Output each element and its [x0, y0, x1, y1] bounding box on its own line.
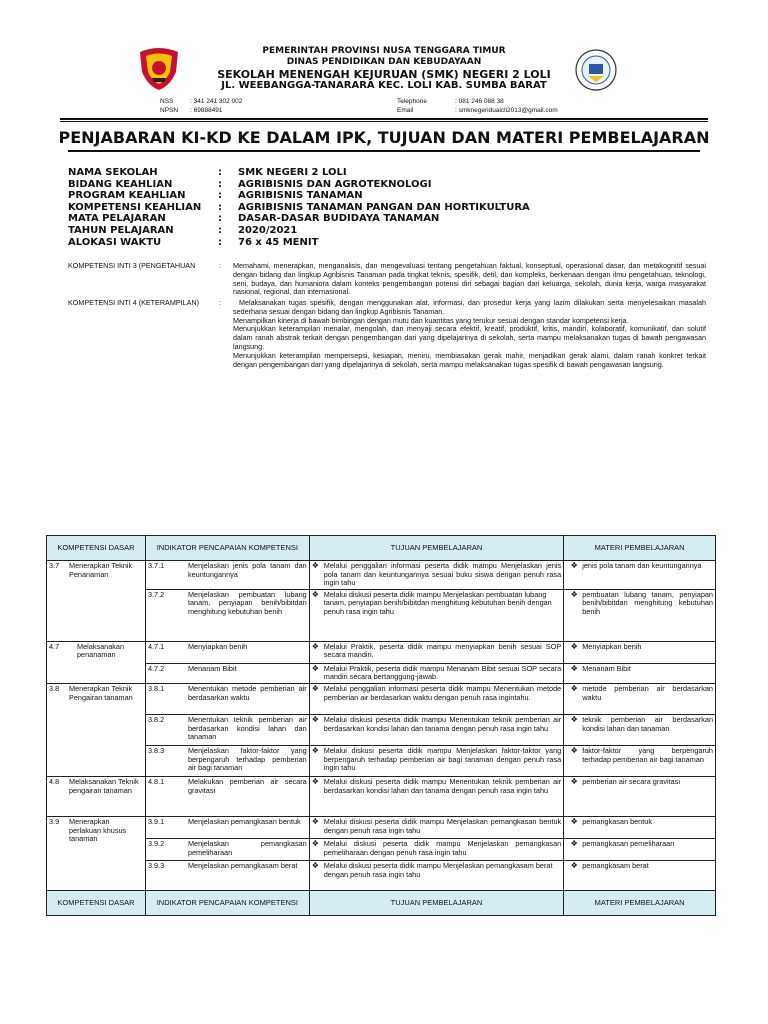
identity-key: TAHUN PELAJARAN: [68, 224, 174, 236]
kd-text: Menerapkan Teknik Penanaman: [69, 561, 133, 579]
identity-key: PROGRAM KEAHLIAN: [68, 190, 186, 202]
bullet-icon: ❖: [311, 816, 319, 826]
bullet-icon: ❖: [311, 838, 319, 848]
identity-row: [68, 237, 530, 249]
ipk-text: Menjelaskan faktor-faktor yang berpengaruh terhadap pemberian air bagi tanaman: [187, 745, 307, 773]
tujuan-text: Melalui diskusi peserta didik mampu Menjelaskan pemangkasan bentuk dengan penuh rasa ingin tahu: [323, 816, 562, 835]
table-row: [47, 663, 716, 683]
ipk-text: Menentukan metode pemberian air berdasarkan waktu: [187, 683, 307, 702]
ipk-cell: [145, 663, 309, 683]
materi-cell: [564, 663, 716, 683]
ipk-text: Menyiapkan benih: [187, 641, 248, 651]
identity-key: KOMPETENSI KEAHLIAN: [68, 201, 202, 213]
bullet-icon: ❖: [570, 714, 578, 724]
bullet-icon: ❖: [570, 838, 578, 848]
ipk-cell: [145, 745, 309, 776]
ipk-text: Menentukan teknik pemberian air berdasarkan kondisi lahan dan tanaman: [187, 714, 307, 742]
bullet-icon: ❖: [311, 663, 319, 673]
bullet-icon: ❖: [311, 641, 319, 651]
ipk-text: Melakukan pemberian air secara gravitasi: [187, 776, 307, 795]
identity-value: AGRIBISNIS TANAMAN: [238, 190, 363, 202]
competency-table: [46, 535, 716, 916]
tujuan-text: Melalui penggalian informasi peserta didik mampu Menentukan metode pemberian air berdasarkan waktu dengan penuh rasa ingintahu.: [323, 683, 562, 702]
identity-row: [68, 225, 530, 237]
bullet-icon: ❖: [311, 589, 319, 599]
bullet-icon: ❖: [311, 714, 319, 724]
bullet-icon: ❖: [311, 860, 319, 870]
contact-info: [397, 97, 558, 115]
footer-tujuan: TUJUAN PEMBELAJARAN: [309, 890, 563, 915]
table-header-row: [47, 536, 716, 561]
materi-cell: [564, 776, 716, 816]
table-row: [47, 816, 716, 838]
kd-number: 3.9: [49, 816, 60, 826]
tujuan-cell: [309, 683, 563, 714]
ipk-cell: [145, 683, 309, 714]
ki4-paragraph: Menunjukkan keterampilan menalar, mengolah, dan menyaji secara efektif, kreatif, produktif, kritis, mandiri, kolaboratif, komunikatif, dan solutif dalam ranah abstrak terkait dengan pengembangan dari yang dipelajarinya di sekolah, serta mampu melaksanakan tugas di bawah pengawasan langsung.: [233, 324, 706, 351]
identity-row: [68, 190, 530, 202]
identity-colon: :: [218, 213, 222, 225]
materi-text: Menanam Bibit: [582, 663, 631, 673]
kd-number: 3.8: [49, 683, 60, 693]
materi-cell: [564, 714, 716, 745]
kd-cell: [47, 683, 146, 776]
identity-colon: :: [218, 224, 222, 236]
kd-number: 3.7: [49, 561, 60, 570]
materi-text: metode pemberian air berdasarkan waktu: [582, 683, 713, 702]
table-row: [47, 776, 716, 816]
kd-text: Menerapkan Teknik Pengairan tanaman: [69, 683, 133, 702]
tujuan-text: Melalui diskusi peserta didik mampu Menjelaskan pembuatan lubang tanam, penyiapan benih/bibitdan menghitung kebutuhan benih dengan penuh rasa ingin tahu: [323, 589, 552, 616]
materi-cell: [564, 838, 716, 860]
ki4-colon: :: [219, 298, 221, 307]
header-government: PEMERINTAH PROVINSI NUSA TENGGARA TIMUR: [262, 46, 506, 56]
ipk-cell: [145, 860, 309, 890]
kd-cell: [47, 561, 146, 642]
identity-value: 2020/2021: [238, 224, 298, 236]
bullet-icon: ❖: [570, 683, 578, 693]
tujuan-text: Melalui penggalian informasi peserta didik mampu Menjelaskan jenis pola tanam dan keuntungannya sesuai buku siswa dengan penuh rasa ingin tahu: [323, 561, 562, 588]
materi-text: pemangkasam berat: [582, 860, 649, 870]
materi-text: pemberian air secara gravitasi: [582, 776, 680, 786]
footer-indikator: INDIKATOR PENCAPAIAN KOMPETENSI: [145, 890, 309, 915]
ipk-number: 4.8.1: [147, 776, 165, 786]
table-row: [47, 683, 716, 714]
title-underline: [68, 150, 700, 152]
tujuan-cell: [309, 714, 563, 745]
ki4-paragraph: Menunjukkan keterampilan mempersepsi, kesiapan, meniru, membiasakan gerak mahir, menjadikan gerak alami, dalam ranah konkret terkait dengan pengembangan dari yang dipelajarinya di sekolah, serta mampu melaksanakan tugas spesifik di bawah pengawasan langsung.: [233, 350, 706, 369]
ipk-text: Menjelaskan jenis pola tanam dan keuntungannya: [187, 561, 307, 579]
tujuan-text: Melalui diskusi peserta didik mampu Menjelaskan faktor-faktor yang berpengaruh terhadap pemberian air bagi tanaman dengan penuh rasa ingin tahu: [323, 745, 562, 773]
tujuan-text: Melalui Praktik, peserta didik mampu Menanam Bibit sesuai SOP secara mandiri secara bertanggung-jawab.: [323, 663, 562, 682]
table-row: [47, 641, 716, 663]
tujuan-cell: [309, 561, 563, 590]
nss-label: NSS: [160, 98, 174, 105]
kd-text: Menerapkan perlakuan khusus tanaman: [69, 816, 127, 844]
ki4-paragraph: Melaksanakan tugas spesifik, dengan menggunakan alat, informasi, dan prosedur kerja yang lazim dilakukan serta menyelesaikan masalah sederhana sesuai dengan bidang dan lingkup Agribisnis Tanaman.: [233, 298, 706, 316]
ipk-cell: [145, 816, 309, 838]
kd-number: 4.8: [49, 776, 60, 786]
table-row: [47, 714, 716, 745]
identity-value: 76 x 45 MENIT: [238, 236, 319, 248]
tujuan-cell: [309, 838, 563, 860]
tujuan-cell: [309, 589, 563, 641]
ipk-text: Menjelaskan pemangkasam berat: [187, 860, 298, 870]
materi-cell: [564, 683, 716, 714]
bullet-icon: ❖: [570, 745, 578, 755]
tujuan-text: Melalui diskusi peserta didik mampu Menentukan teknik pemberian air berdasarkan kondisi lahan dan tanama dengan penuh rasa ingin tahu: [323, 714, 562, 733]
identity-row: [68, 179, 530, 191]
identity-value: SMK NEGERI 2 LOLI: [238, 167, 347, 178]
tujuan-cell: [309, 816, 563, 838]
npsn-value: : 69888491: [190, 107, 223, 114]
identity-value: AGRIBISNIS TANAMAN PANGAN DAN HORTIKULTURA: [238, 201, 530, 213]
kd-number: 4.7: [49, 641, 60, 651]
ipk-text: Menjelaskan pemangkasan bentuk: [187, 816, 301, 826]
bullet-icon: ❖: [570, 641, 578, 651]
materi-text: teknik pemberian air berdasarkan kondisi lahan dan tanaman: [582, 714, 713, 733]
bullet-icon: ❖: [311, 561, 319, 570]
materi-text: pembuatan lubang tanam, penyiapan benih/bibitdan menghitung kebutuhan benih: [582, 589, 713, 616]
table-footer-row: [47, 890, 716, 915]
identity-key: BIDANG KEAHLIAN: [68, 178, 173, 190]
header-school-name: SEKOLAH MENENGAH KEJURUAN (SMK) NEGERI 2 LOLI: [217, 68, 551, 81]
kd-cell: [47, 641, 146, 683]
ki4-paragraph: Menampilkan kinerja di bawah bimbingan dengan mutu dan kuantitas yang terukur sesuai dengan standar kompetensi kerja.: [233, 315, 629, 325]
document-title: PENJABARAN KI-KD KE DALAM IPK, TUJUAN DAN MATERI PEMBELAJARAN: [58, 128, 710, 147]
footer-materi: MATERI PEMBELAJARAN: [564, 890, 716, 915]
header-address: JL. WEEBANGGA-TANARARA KEC. LOLI KAB. SUMBA BARAT: [221, 80, 547, 91]
identity-colon: :: [218, 201, 222, 213]
ipk-number: 3.8.3: [147, 745, 165, 755]
ipk-text: Menjelaskan pembuatan lubang tanam, penyiapan benih/bibitdan menghitung kebutuhan benih: [187, 589, 307, 616]
materi-cell: [564, 860, 716, 890]
bullet-icon: ❖: [570, 663, 578, 673]
materi-cell: [564, 816, 716, 838]
tujuan-text: Melalui diskusi peserta didik mampu Menentukan teknik pemberian air berdasarkan kondisi lahan dan tanama dengan penuh rasa ingin tahu: [323, 776, 562, 795]
tujuan-text: Melalui diskusi peserta didik mampu Menjelaskan pemangkasam berat dengan penuh rasa ingin tahu: [323, 860, 553, 879]
materi-text: Menyiapkan benih: [582, 641, 642, 651]
kd-text: Melaksanakan penanaman: [77, 641, 125, 660]
ipk-cell: [145, 776, 309, 816]
identity-row: [68, 167, 530, 179]
identity-colon: :: [218, 167, 222, 178]
header-department: DINAS PENDIDIKAN DAN KEBUDAYAAN: [286, 57, 482, 67]
email-label: Email: [397, 107, 414, 114]
ipk-number: 3.8.2: [147, 714, 165, 724]
header-rule-thin: [60, 121, 708, 122]
identity-key: MATA PELAJARAN: [68, 213, 166, 225]
tel-label: Telephone: [397, 98, 427, 105]
footer-kompetensi-dasar: KOMPETENSI DASAR: [47, 890, 146, 915]
materi-cell: [564, 745, 716, 776]
materi-cell: [564, 561, 716, 590]
materi-cell: [564, 589, 716, 641]
identity-value: AGRIBISNIS DAN AGROTEKNOLOGI: [238, 178, 432, 190]
kd-cell: [47, 816, 146, 890]
table-row: [47, 589, 716, 641]
ipk-cell: [145, 589, 309, 641]
header-tujuan: TUJUAN PEMBELAJARAN: [309, 536, 563, 561]
ipk-number: 3.8.1: [147, 683, 165, 693]
ipk-number: 3.9.1: [147, 816, 165, 826]
bullet-icon: ❖: [570, 561, 578, 570]
identity-colon: :: [218, 178, 222, 190]
identity-row: [68, 213, 530, 225]
bullet-icon: ❖: [311, 745, 319, 755]
ipk-number: 3.9.3: [147, 860, 165, 870]
materi-text: pemangkasan pemeliharaan: [582, 838, 675, 848]
ki4-label: KOMPETENSI INTI 4 (KETERAMPILAN): [68, 298, 199, 307]
ki4-text: [233, 299, 706, 369]
bullet-icon: ❖: [311, 683, 319, 693]
materi-text: faktor-faktor yang berpengaruh terhadap pemberian air bagi tanaman: [582, 745, 713, 764]
header-rule-thick: [60, 118, 708, 120]
identity-block: [68, 167, 530, 248]
identity-row: [68, 202, 530, 214]
materi-text: jenis pola tanam dan keuntungannya: [582, 561, 702, 570]
tel-value: : 081 246 088 38: [455, 98, 504, 105]
ipk-cell: [145, 641, 309, 663]
header-indikator: INDIKATOR PENCAPAIAN KOMPETENSI: [145, 536, 309, 561]
ipk-cell: [145, 561, 309, 590]
tujuan-cell: [309, 663, 563, 683]
kd-cell: [47, 776, 146, 816]
header-materi: MATERI PEMBELAJARAN: [564, 536, 716, 561]
ki3-label: KOMPETENSI INTI 3 (PENGETAHUAN: [68, 261, 196, 270]
header-kompetensi-dasar: KOMPETENSI DASAR: [47, 536, 146, 561]
bullet-icon: ❖: [570, 776, 578, 786]
table-row: [47, 745, 716, 776]
ipk-cell: [145, 714, 309, 745]
ki3-text: Memahami, menerapkan, menganalisis, dan mengevaluasi tentang pengetahuan faktual, konseptual, operasional dasar, dan metakognitif sesuai dengan bidang dan lingkup Agribisnis Tanaman pada tingkat teknis, spesifik, detil, dan kompleks, berkenaan dengan ilmu pengetahuan, teknologi, seni, budaya, dan humaniora dalam konteks pengembangan potensi diri sebagai bagian dari keluarga, sekolah, dunia kerja, warga masyarakat nasional, regional, dan internasional.: [233, 261, 706, 297]
ipk-number: 3.9.2: [147, 838, 165, 848]
identity-value: DASAR-DASAR BUDIDAYA TANAMAN: [238, 213, 440, 225]
bullet-icon: ❖: [311, 776, 319, 786]
nss-value: : 341 241 302 002: [190, 98, 243, 105]
identity-colon: :: [218, 190, 222, 202]
tujuan-cell: [309, 745, 563, 776]
materi-text: pemangkasan bentuk: [582, 816, 652, 826]
bullet-icon: ❖: [570, 816, 578, 826]
tujuan-cell: [309, 860, 563, 890]
tujuan-cell: [309, 776, 563, 816]
materi-cell: [564, 641, 716, 663]
ipk-cell: [145, 838, 309, 860]
tujuan-cell: [309, 641, 563, 663]
ipk-number: 4.7.2: [147, 663, 165, 673]
table-row: [47, 561, 716, 590]
table-row: [47, 838, 716, 860]
table-row: [47, 860, 716, 890]
ipk-text: Menjelaskan pemangkasan pemeliharaan: [187, 838, 307, 857]
ipk-number: 4.7.1: [147, 641, 165, 651]
ipk-number: 3.7.2: [147, 589, 165, 599]
identity-key: NAMA SEKOLAH: [68, 167, 158, 178]
contact-ids: [160, 97, 242, 115]
bullet-icon: ❖: [570, 860, 578, 870]
tujuan-text: Melalui diskusi peserta didik mampu Menjelaskan pemangkasan pemeliharaan dengan penuh rasa ingin tahu: [323, 838, 562, 857]
identity-colon: :: [218, 236, 222, 248]
ipk-number: 3.7.1: [147, 561, 165, 570]
bullet-icon: ❖: [570, 589, 578, 599]
identity-key: ALOKASI WAKTU: [68, 236, 162, 248]
ki3-colon: :: [219, 261, 221, 270]
ipk-text: Menanam Bibit: [187, 663, 237, 673]
tujuan-text: Melalui Praktik, peserta didik mampu menyiapkan benih sesuai SOP secara mandiri.: [323, 641, 562, 660]
email-value: : smknegeriduaicli2013@gmail.com: [455, 107, 558, 114]
kd-text: Melaksanakan Teknik pengairan tanaman: [69, 776, 139, 795]
npsn-label: NPSN: [160, 107, 179, 114]
